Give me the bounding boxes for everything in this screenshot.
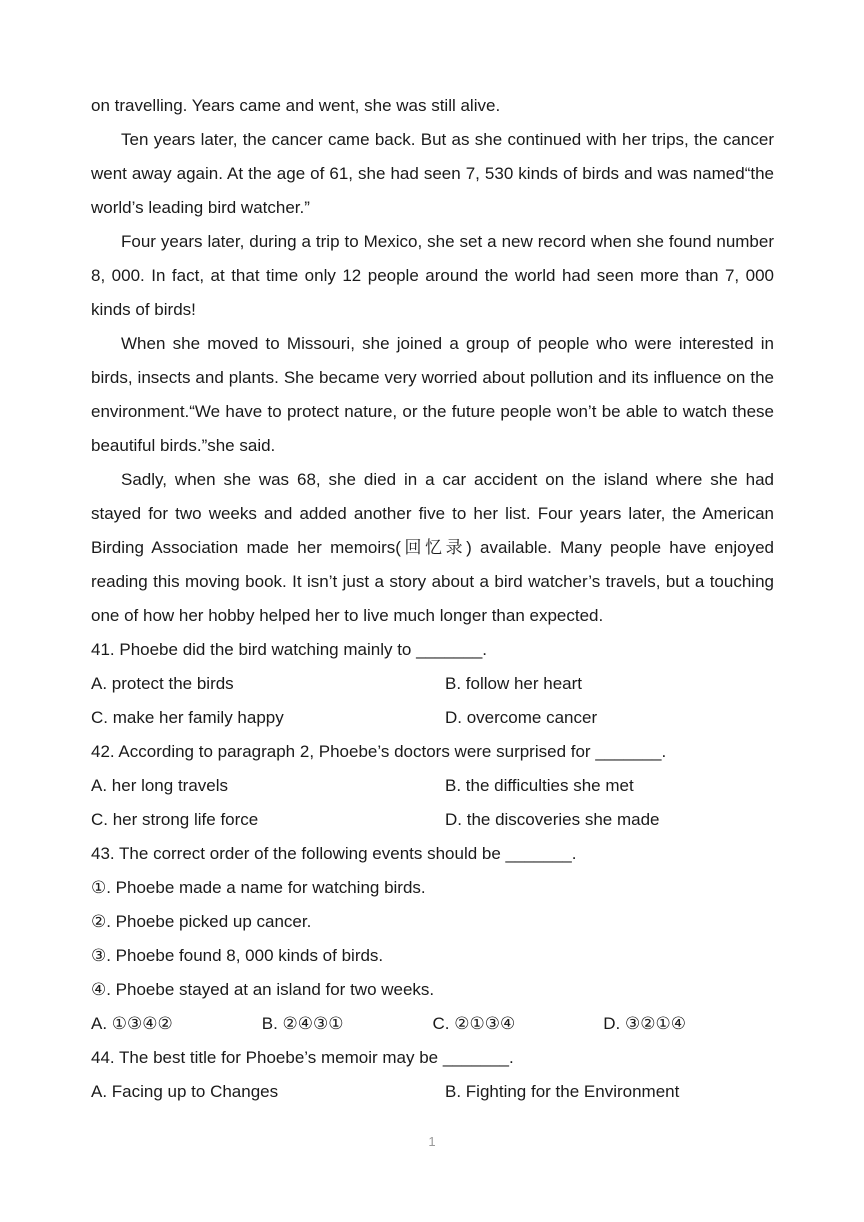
passage-paragraph-2: Four years later, during a trip to Mexico, she set a new record when she found number 8, 000. In fact, at that time only 12 people around the world had seen more than 7, 000 kinds of birds! — [91, 232, 774, 319]
question-44-stem: 44. The best title for Phoebe’s memoir may be _______. — [91, 1048, 514, 1067]
question-43-stem: 43. The correct order of the following events should be _______. — [91, 844, 577, 863]
passage-paragraph-4: Sadly, when she was 68, she died in a car accident on the island where she had stayed for two weeks and added another five to her list. Four years later, the American Birding Association made her memoirs(回忆录) available. Many people have enjoyed reading this moving book. It isn’t just a story about a bird watcher’s travels, but a touching one of how her hobby helped her to live much longer than expected. — [91, 470, 774, 625]
question-43-event-2: ②. Phoebe picked up cancer. — [91, 912, 312, 931]
question-41-option-c: C. make her family happy — [91, 708, 284, 727]
document-body — [91, 89, 774, 1109]
passage-paragraph-0: on travelling. Years came and went, she was still alive. — [91, 96, 501, 115]
question-41-option-d: D. overcome cancer — [445, 708, 598, 727]
passage-paragraph-1: Ten years later, the cancer came back. But as she continued with her trips, the cancer went away again. At the age of 61, she had seen 7, 530 kinds of birds and was named“the world’s leading bird watcher.” — [91, 130, 774, 217]
question-41-options-row-2 — [91, 701, 774, 735]
page-number: 1 — [428, 1134, 436, 1149]
question-43-event-3: ③. Phoebe found 8, 000 kinds of birds. — [91, 946, 384, 965]
question-42-option-c: C. her strong life force — [91, 810, 259, 829]
question-44-option-a: A. Facing up to Changes — [91, 1082, 279, 1101]
question-42-option-b: B. the difficulties she met — [445, 776, 634, 795]
question-43-event-4: ④. Phoebe stayed at an island for two weeks. — [91, 980, 435, 999]
question-44-options-row-1 — [91, 1075, 774, 1109]
question-41-options-row-1 — [91, 667, 774, 701]
passage-paragraph-3: When she moved to Missouri, she joined a group of people who were interested in birds, insects and plants. She became very worried about pollution and its influence on the environment.“We have to protect nature, or the future people won’t be able to watch these beautiful birds.”she said. — [91, 334, 774, 455]
question-43-option-b: B. ②④③① — [261, 1014, 344, 1033]
question-41-option-b: B. follow her heart — [445, 674, 583, 693]
question-43-options — [91, 1007, 774, 1041]
question-44-option-b: B. Fighting for the Environment — [445, 1082, 680, 1101]
question-42-options-row-2 — [91, 803, 774, 837]
question-41-stem: 41. Phoebe did the bird watching mainly to _______. — [91, 640, 487, 659]
question-42-options-row-1 — [91, 769, 774, 803]
question-43-event-1: ①. Phoebe made a name for watching birds. — [91, 878, 426, 897]
question-42-stem: 42. According to paragraph 2, Phoebe’s doctors were surprised for _______. — [91, 742, 667, 761]
question-42-option-a: A. her long travels — [91, 776, 229, 795]
question-43-option-a: A. ①③④② — [91, 1014, 173, 1033]
question-43-option-d: D. ③②①④ — [603, 1014, 686, 1033]
question-42-option-d: D. the discoveries she made — [445, 810, 660, 829]
question-43-option-c: C. ②①③④ — [432, 1014, 516, 1033]
question-41-option-a: A. protect the birds — [91, 674, 234, 693]
